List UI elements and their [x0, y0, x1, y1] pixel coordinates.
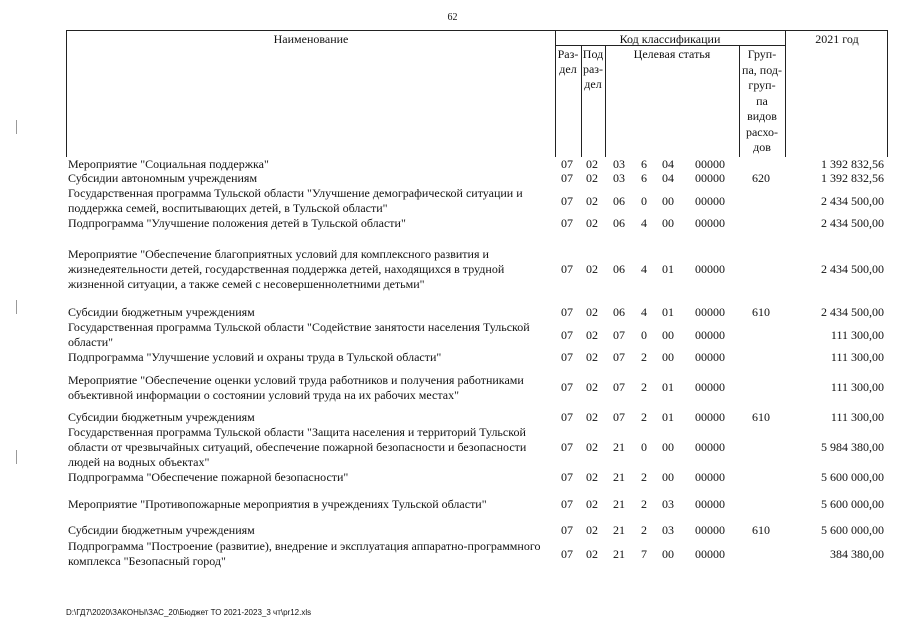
- row-cs1: 21: [613, 523, 625, 537]
- row-cs4: 00000: [695, 193, 725, 208]
- row-cs3: 00: [662, 216, 674, 230]
- row-podrazdel: 02: [586, 327, 598, 342]
- table-row: [66, 305, 888, 320]
- row-cs4: 00000: [695, 171, 725, 185]
- row-cs3: 04: [662, 171, 674, 185]
- row-amount: 5 600 000,00: [821, 523, 884, 537]
- table-row: [66, 350, 888, 365]
- row-cs3: 04: [662, 156, 674, 171]
- row-vr: 610: [752, 305, 770, 319]
- row-name: Мероприятие "Обеспечение благоприятных условий для комплексного развития и жизнедеятельности детей, государственная поддержка детей, находящихся в трудной жизненной ситуации, а также семей с несовершеннолетними детьми": [68, 246, 505, 291]
- margin-mark: [16, 450, 17, 464]
- header-razdel: Раз- дел: [557, 47, 579, 76]
- row-cs4: 00000: [695, 546, 725, 561]
- header-target: Целевая статья: [633, 47, 711, 61]
- header-podrazdel: Под раз- дел: [582, 47, 604, 91]
- row-cs2: 4: [641, 305, 647, 319]
- row-vr: 620: [752, 171, 770, 185]
- row-podrazdel: 02: [586, 305, 598, 319]
- row-cs1: 06: [613, 261, 625, 276]
- row-razdel: 07: [561, 380, 573, 394]
- row-razdel: 07: [561, 216, 573, 230]
- row-cs4: 00000: [695, 305, 725, 319]
- table-row: [66, 239, 888, 299]
- row-podrazdel: 02: [586, 350, 598, 364]
- row-cs1: 06: [613, 216, 625, 230]
- row-podrazdel: 02: [586, 156, 598, 171]
- row-cs3: 00: [662, 546, 674, 561]
- row-cs2: 2: [641, 350, 647, 364]
- row-cs4: 00000: [695, 216, 725, 230]
- file-path-footer: D:\ГД7\2020\ЗАКОНЫ\ЗАС_20\Бюджет ТО 2021-2023_3 чт\pr12.xls: [66, 608, 312, 617]
- row-razdel: 07: [561, 546, 573, 561]
- row-cs1: 07: [613, 410, 625, 424]
- row-cs3: 00: [662, 350, 674, 364]
- row-cs1: 21: [613, 496, 625, 511]
- row-podrazdel: 02: [586, 470, 598, 484]
- row-cs2: 4: [641, 216, 647, 230]
- row-name: Подпрограмма "Построение (развитие), внедрение и эксплуатация аппаратно-программного комплекса "Безопасный город": [68, 539, 541, 568]
- row-cs1: 06: [613, 193, 625, 208]
- row-cs1: 06: [613, 305, 625, 319]
- row-cs1: 07: [613, 380, 625, 394]
- table-body: [66, 157, 888, 570]
- row-cs3: 01: [662, 410, 674, 424]
- row-razdel: 07: [561, 496, 573, 511]
- row-name: Субсидии автономным учреждениям: [68, 171, 258, 185]
- row-name: Субсидии бюджетным учреждениям: [68, 305, 255, 319]
- row-cs1: 03: [613, 171, 625, 185]
- row-amount: 2 434 500,00: [821, 216, 884, 230]
- row-amount: 2 434 500,00: [821, 305, 884, 319]
- row-cs1: 21: [613, 470, 625, 484]
- row-name: Субсидии бюджетным учреждениям: [68, 523, 255, 537]
- row-cs2: 2: [641, 470, 647, 484]
- row-cs3: 01: [662, 261, 674, 276]
- row-cs2: 2: [641, 410, 647, 424]
- row-name: Подпрограмма "Улучшение условий и охраны труда в Тульской области": [68, 350, 442, 364]
- row-cs2: 0: [641, 193, 647, 208]
- row-razdel: 07: [561, 410, 573, 424]
- row-cs1: 07: [613, 350, 625, 364]
- row-cs4: 00000: [695, 496, 725, 511]
- table-row: [66, 523, 888, 538]
- row-razdel: 07: [561, 523, 573, 537]
- row-razdel: 07: [561, 156, 573, 171]
- table-row: [66, 489, 888, 519]
- row-cs4: 00000: [695, 261, 725, 276]
- row-razdel: 07: [561, 305, 573, 319]
- row-cs4: 00000: [695, 350, 725, 364]
- header-code-group: Код классификации: [619, 32, 721, 46]
- header-name: Наименование: [273, 32, 349, 46]
- table-row: [66, 320, 888, 350]
- row-amount: 1 392 832,56: [821, 156, 884, 171]
- row-amount: 2 434 500,00: [821, 193, 884, 208]
- table-row: [66, 186, 888, 216]
- row-cs2: 6: [641, 156, 647, 171]
- header-group: Груп- па, под- груп- па видов расхо- дов: [742, 47, 782, 154]
- table-row: [66, 365, 888, 410]
- row-name: Подпрограмма "Обеспечение пожарной безопасности": [68, 470, 349, 484]
- row-razdel: 07: [561, 327, 573, 342]
- row-podrazdel: 02: [586, 171, 598, 185]
- row-cs3: 03: [662, 496, 674, 511]
- row-name: Государственная программа Тульской области "Улучшение демографической ситуации и поддержка семей, воспитывающих детей, в Тульской области": [68, 186, 523, 215]
- row-amount: 111 300,00: [830, 410, 884, 424]
- row-razdel: 07: [561, 193, 573, 208]
- row-cs3: 00: [662, 470, 674, 484]
- row-name: Мероприятие "Социальная поддержка": [68, 156, 269, 171]
- header-year: 2021 год: [815, 32, 859, 46]
- row-amount: 384 380,00: [830, 546, 884, 561]
- row-podrazdel: 02: [586, 261, 598, 276]
- row-name: Субсидии бюджетным учреждениям: [68, 410, 255, 424]
- table-row: [66, 157, 888, 171]
- row-vr: 610: [752, 410, 770, 424]
- row-cs2: 0: [641, 327, 647, 342]
- page-number: 62: [447, 12, 458, 23]
- row-cs3: 00: [662, 440, 674, 454]
- row-amount: 5 600 000,00: [821, 470, 884, 484]
- row-cs1: 21: [613, 440, 625, 454]
- row-cs2: 2: [641, 496, 647, 511]
- row-cs2: 4: [641, 261, 647, 276]
- table-row: [66, 538, 888, 570]
- row-podrazdel: 02: [586, 523, 598, 537]
- row-cs3: 01: [662, 380, 674, 394]
- row-cs4: 00000: [695, 327, 725, 342]
- row-cs2: 2: [641, 523, 647, 537]
- row-podrazdel: 02: [586, 193, 598, 208]
- row-podrazdel: 02: [586, 410, 598, 424]
- table-header: [66, 30, 888, 157]
- row-name: Мероприятие "Противопожарные мероприятия в учреждениях Тульской области": [68, 496, 487, 511]
- row-amount: 111 300,00: [830, 327, 884, 342]
- row-amount: 5 600 000,00: [821, 496, 884, 511]
- margin-mark: [16, 300, 17, 314]
- row-razdel: 07: [561, 171, 573, 185]
- margin-mark: [16, 120, 17, 134]
- row-cs2: 0: [641, 440, 647, 454]
- row-razdel: 07: [561, 350, 573, 364]
- row-razdel: 07: [561, 261, 573, 276]
- row-cs4: 00000: [695, 440, 725, 454]
- row-vr: 610: [752, 523, 770, 537]
- row-cs1: 07: [613, 327, 625, 342]
- row-cs2: 2: [641, 380, 647, 394]
- row-cs2: 6: [641, 171, 647, 185]
- row-razdel: 07: [561, 440, 573, 454]
- table-row: [66, 410, 888, 425]
- row-podrazdel: 02: [586, 380, 598, 394]
- table-row: [66, 216, 888, 231]
- row-amount: 1 392 832,56: [821, 171, 884, 185]
- row-name: Мероприятие "Обеспечение оценки условий труда работников и получения работниками объективной информации о состоянии условий труда на их рабочих местах": [68, 372, 524, 402]
- row-amount: 111 300,00: [830, 350, 884, 364]
- row-name: Государственная программа Тульской области "Содействие занятости населения Тульской области": [68, 320, 530, 349]
- row-cs4: 00000: [695, 156, 725, 171]
- row-cs3: 01: [662, 305, 674, 319]
- row-cs3: 00: [662, 327, 674, 342]
- row-amount: 5 984 380,00: [821, 440, 884, 454]
- table-row: [66, 425, 888, 470]
- row-cs3: 03: [662, 523, 674, 537]
- row-amount: 111 300,00: [830, 380, 884, 394]
- row-cs4: 00000: [695, 410, 725, 424]
- row-podrazdel: 02: [586, 216, 598, 230]
- row-razdel: 07: [561, 470, 573, 484]
- row-name: Подпрограмма "Улучшение положения детей в Тульской области": [68, 216, 406, 230]
- row-cs1: 21: [613, 546, 625, 561]
- row-cs1: 03: [613, 156, 625, 171]
- row-cs4: 00000: [695, 470, 725, 484]
- row-cs4: 00000: [695, 380, 725, 394]
- row-podrazdel: 02: [586, 546, 598, 561]
- row-amount: 2 434 500,00: [821, 261, 884, 276]
- row-podrazdel: 02: [586, 496, 598, 511]
- row-name: Государственная программа Тульской области "Защита населения и территорий Тульской области от чрезвычайных ситуаций, обеспечение пожарной безопасности и безопасности людей на водных объектах": [68, 425, 527, 469]
- table-row: [66, 470, 888, 485]
- budget-table: [66, 30, 888, 570]
- row-cs3: 00: [662, 193, 674, 208]
- table-row: [66, 171, 888, 186]
- row-cs2: 7: [641, 546, 647, 561]
- row-podrazdel: 02: [586, 440, 598, 454]
- row-cs4: 00000: [695, 523, 725, 537]
